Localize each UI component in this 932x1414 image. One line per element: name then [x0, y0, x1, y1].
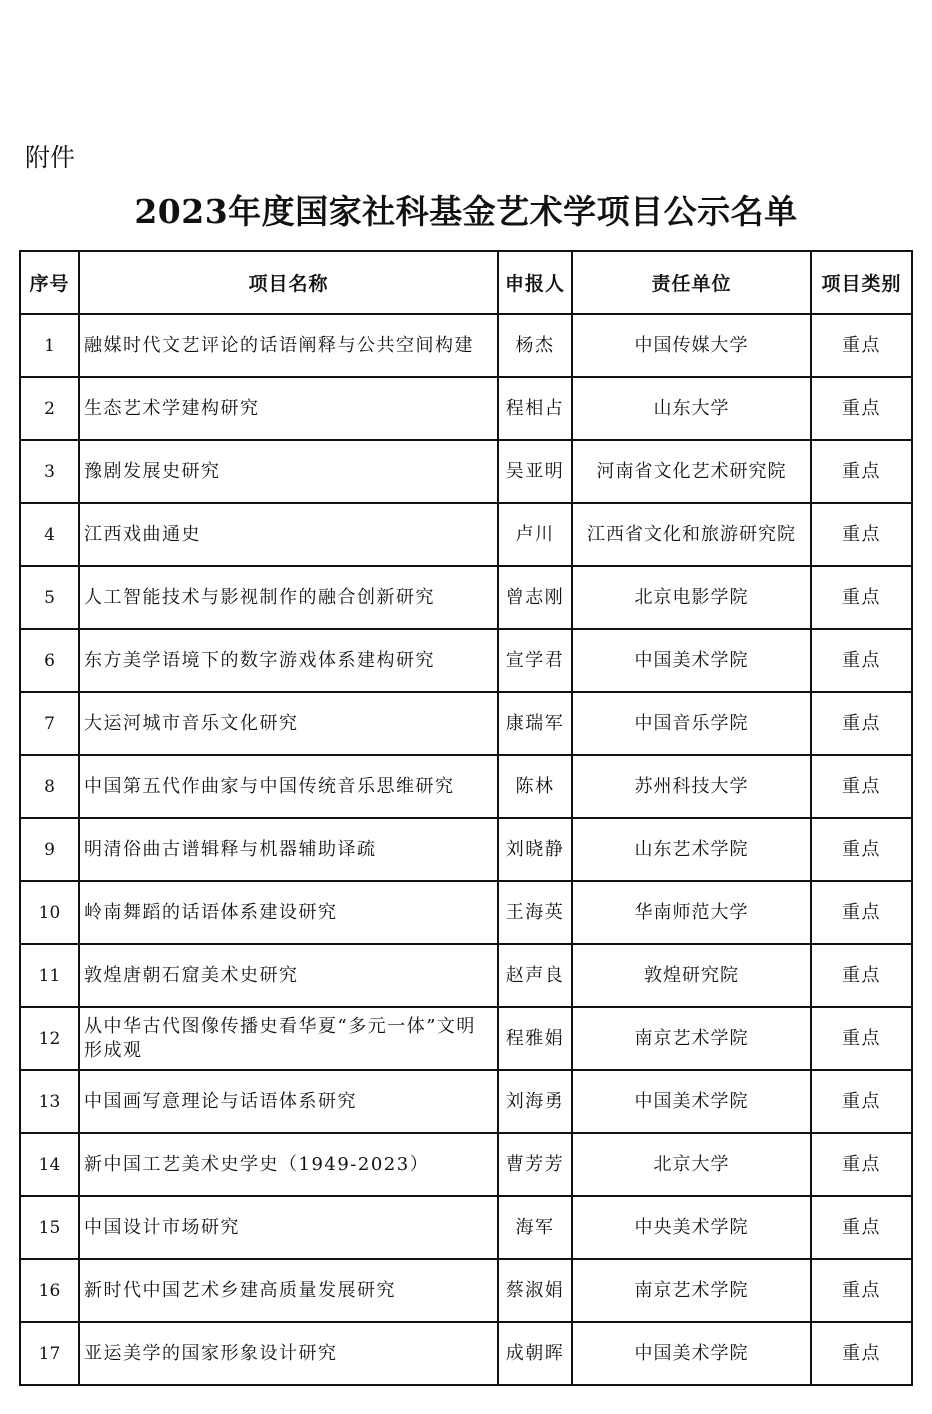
cell-applicant: 王海英 [498, 881, 572, 944]
cell-applicant: 蔡淑娟 [498, 1259, 572, 1322]
table-row [20, 1070, 912, 1133]
attachment-label: 附件 [25, 143, 76, 172]
cell-serial-number: 9 [20, 818, 79, 881]
table-row [20, 377, 912, 440]
cell-project-category: 重点 [811, 1322, 912, 1385]
cell-project-name: 人工智能技术与影视制作的融合创新研究 [79, 566, 498, 629]
header-project-name: 项目名称 [79, 251, 498, 314]
cell-project-name: 中国设计市场研究 [79, 1196, 498, 1259]
cell-applicant: 海军 [498, 1196, 572, 1259]
cell-responsible-unit: 中国传媒大学 [572, 314, 811, 377]
cell-project-name: 江西戏曲通史 [79, 503, 498, 566]
cell-applicant: 程雅娟 [498, 1007, 572, 1070]
table-header-row [20, 251, 912, 314]
cell-responsible-unit: 南京艺术学院 [572, 1259, 811, 1322]
cell-project-category: 重点 [811, 377, 912, 440]
table-row [20, 1007, 912, 1070]
cell-responsible-unit: 中国美术学院 [572, 1070, 811, 1133]
cell-project-category: 重点 [811, 1007, 912, 1070]
cell-responsible-unit: 中国美术学院 [572, 629, 811, 692]
cell-serial-number: 2 [20, 377, 79, 440]
cell-project-name: 中国第五代作曲家与中国传统音乐思维研究 [79, 755, 498, 818]
page-title: 2023年度国家社科基金艺术学项目公示名单 [134, 192, 798, 231]
cell-serial-number: 7 [20, 692, 79, 755]
cell-responsible-unit: 北京电影学院 [572, 566, 811, 629]
cell-responsible-unit: 河南省文化艺术研究院 [572, 440, 811, 503]
cell-project-category: 重点 [811, 440, 912, 503]
cell-project-name: 大运河城市音乐文化研究 [79, 692, 498, 755]
cell-project-name: 新时代中国艺术乡建高质量发展研究 [79, 1259, 498, 1322]
cell-project-name: 豫剧发展史研究 [79, 440, 498, 503]
table-row [20, 503, 912, 566]
header-applicant: 申报人 [498, 251, 572, 314]
cell-applicant: 杨杰 [498, 314, 572, 377]
cell-applicant: 刘海勇 [498, 1070, 572, 1133]
cell-project-name: 明清俗曲古谱辑释与机器辅助译疏 [79, 818, 498, 881]
cell-project-name: 敦煌唐朝石窟美术史研究 [79, 944, 498, 1007]
cell-serial-number: 3 [20, 440, 79, 503]
cell-responsible-unit: 江西省文化和旅游研究院 [572, 503, 811, 566]
cell-responsible-unit: 华南师范大学 [572, 881, 811, 944]
cell-applicant: 卢川 [498, 503, 572, 566]
cell-project-name: 从中华古代图像传播史看华夏“多元一体”文明形成观 [79, 1007, 498, 1070]
table-row [20, 1322, 912, 1385]
cell-applicant: 陈林 [498, 755, 572, 818]
cell-responsible-unit: 南京艺术学院 [572, 1007, 811, 1070]
cell-applicant: 曾志刚 [498, 566, 572, 629]
cell-project-category: 重点 [811, 1133, 912, 1196]
cell-project-category: 重点 [811, 881, 912, 944]
table-row [20, 692, 912, 755]
table-row [20, 1259, 912, 1322]
table-row [20, 755, 912, 818]
cell-serial-number: 12 [20, 1007, 79, 1070]
cell-serial-number: 4 [20, 503, 79, 566]
cell-applicant: 程相占 [498, 377, 572, 440]
table-row [20, 566, 912, 629]
cell-project-category: 重点 [811, 755, 912, 818]
cell-responsible-unit: 山东艺术学院 [572, 818, 811, 881]
cell-responsible-unit: 中国美术学院 [572, 1322, 811, 1385]
cell-project-category: 重点 [811, 1259, 912, 1322]
cell-responsible-unit: 中央美术学院 [572, 1196, 811, 1259]
table-row [20, 818, 912, 881]
header-responsible-unit: 责任单位 [572, 251, 811, 314]
table-row [20, 314, 912, 377]
cell-project-category: 重点 [811, 1196, 912, 1259]
cell-serial-number: 15 [20, 1196, 79, 1259]
header-project-category: 项目类别 [811, 251, 912, 314]
cell-serial-number: 6 [20, 629, 79, 692]
cell-responsible-unit: 山东大学 [572, 377, 811, 440]
cell-serial-number: 1 [20, 314, 79, 377]
table-row [20, 1196, 912, 1259]
cell-applicant: 宣学君 [498, 629, 572, 692]
cell-project-category: 重点 [811, 629, 912, 692]
cell-serial-number: 14 [20, 1133, 79, 1196]
cell-responsible-unit: 敦煌研究院 [572, 944, 811, 1007]
cell-project-category: 重点 [811, 314, 912, 377]
cell-project-category: 重点 [811, 566, 912, 629]
cell-project-category: 重点 [811, 944, 912, 1007]
cell-project-name: 中国画写意理论与话语体系研究 [79, 1070, 498, 1133]
table-row [20, 629, 912, 692]
cell-project-name: 东方美学语境下的数字游戏体系建构研究 [79, 629, 498, 692]
table-row [20, 1133, 912, 1196]
cell-serial-number: 10 [20, 881, 79, 944]
cell-project-name: 生态艺术学建构研究 [79, 377, 498, 440]
table-row [20, 881, 912, 944]
table-row [20, 440, 912, 503]
table-row [20, 944, 912, 1007]
cell-project-category: 重点 [811, 503, 912, 566]
cell-applicant: 康瑞军 [498, 692, 572, 755]
cell-project-name: 融媒时代文艺评论的话语阐释与公共空间构建 [79, 314, 498, 377]
cell-applicant: 曹芳芳 [498, 1133, 572, 1196]
cell-project-category: 重点 [811, 692, 912, 755]
cell-project-name: 岭南舞蹈的话语体系建设研究 [79, 881, 498, 944]
cell-serial-number: 5 [20, 566, 79, 629]
project-table [19, 250, 913, 1386]
cell-project-category: 重点 [811, 818, 912, 881]
cell-serial-number: 8 [20, 755, 79, 818]
cell-project-category: 重点 [811, 1070, 912, 1133]
cell-project-name: 新中国工艺美术史学史（1949-2023） [79, 1133, 498, 1196]
cell-applicant: 成朝晖 [498, 1322, 572, 1385]
cell-applicant: 赵声良 [498, 944, 572, 1007]
cell-responsible-unit: 苏州科技大学 [572, 755, 811, 818]
cell-applicant: 刘晓静 [498, 818, 572, 881]
cell-serial-number: 16 [20, 1259, 79, 1322]
cell-applicant: 吴亚明 [498, 440, 572, 503]
cell-project-name: 亚运美学的国家形象设计研究 [79, 1322, 498, 1385]
cell-serial-number: 17 [20, 1322, 79, 1385]
cell-serial-number: 13 [20, 1070, 79, 1133]
header-serial-number: 序号 [20, 251, 79, 314]
cell-serial-number: 11 [20, 944, 79, 1007]
cell-responsible-unit: 中国音乐学院 [572, 692, 811, 755]
cell-responsible-unit: 北京大学 [572, 1133, 811, 1196]
